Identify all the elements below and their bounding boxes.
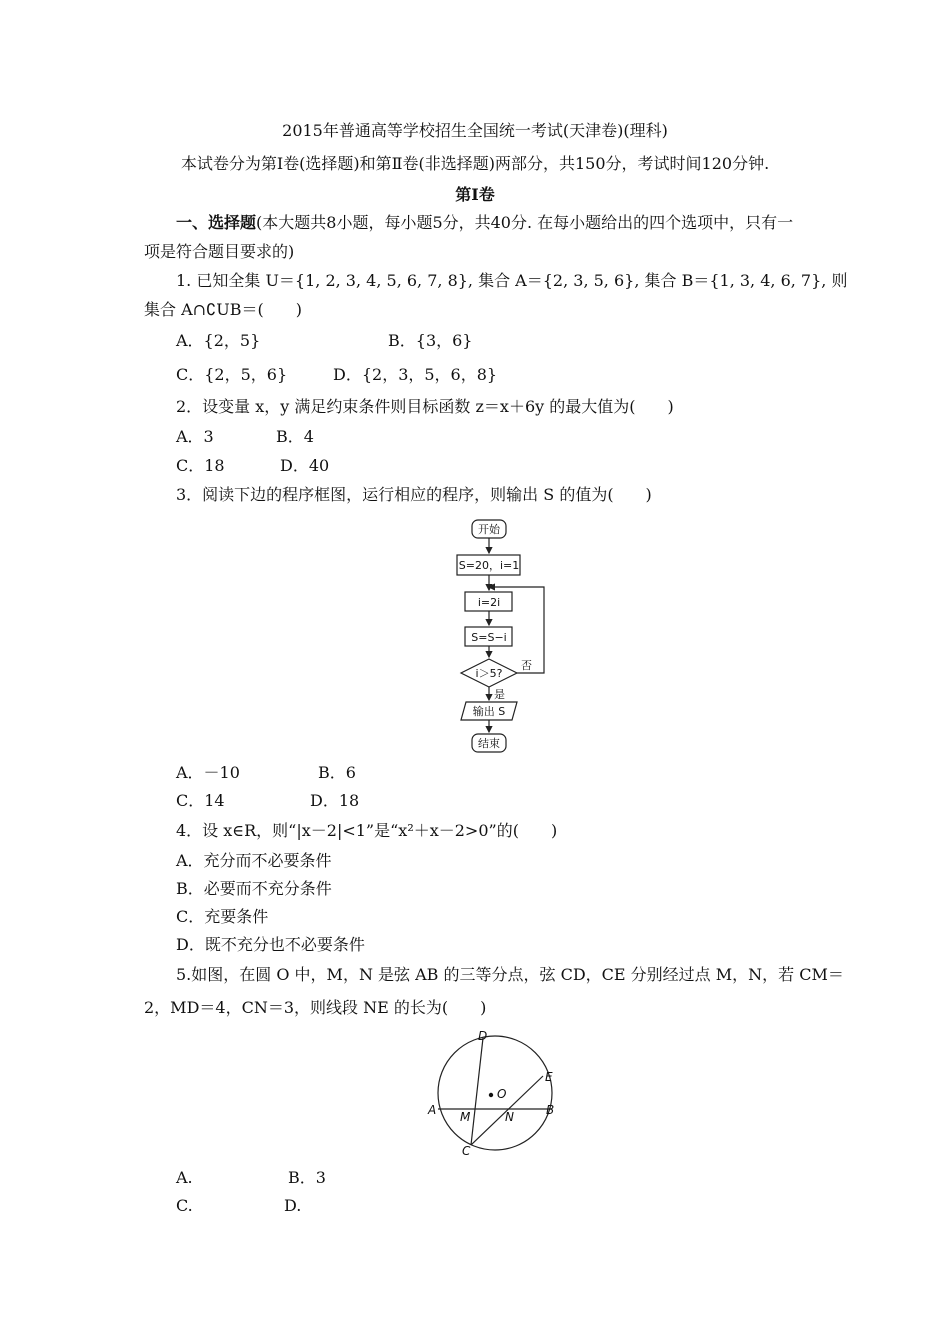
- q5-option-d: D.: [284, 1196, 302, 1215]
- q3-stem: 3．阅读下边的程序框图，运行相应的程序，则输出 S 的值为( ): [176, 485, 652, 504]
- q5-stem-line2: 2，MD＝4，CN＝3，则线段 NE 的长为( ): [144, 998, 487, 1017]
- point-e-label: E: [545, 1070, 553, 1084]
- point-a-label: A: [428, 1103, 437, 1117]
- section-heading: [176, 212, 793, 234]
- circle-o: [438, 1036, 555, 1150]
- flow-start-label: 开始: [478, 523, 500, 536]
- flow-step1-label: i=2i: [477, 596, 501, 609]
- q2-stem: 2．设变量 x，y 满足约束条件则目标函数 z＝x＋6y 的最大值为( ): [176, 397, 674, 416]
- chord-cd: [471, 1038, 483, 1145]
- q4-option-c: C．充要条件: [176, 907, 269, 926]
- q3-option-a: A．－10: [176, 763, 240, 782]
- section-heading-line2: 项是符合题目要求的): [144, 242, 295, 261]
- q4-stem: 4．设 x∈R，则“|x－2|<1”是“x²＋x－2>0”的( ): [176, 821, 558, 840]
- q4-option-b: B．必要而不充分条件: [176, 879, 332, 898]
- point-m-label: M: [460, 1110, 471, 1124]
- flow-step2-label: S=S−i: [471, 631, 507, 644]
- part-title: 第Ⅰ卷: [455, 185, 495, 204]
- flow-no-label: 否: [521, 659, 532, 672]
- section-heading-label: 一、选择题: [176, 213, 257, 232]
- flow-output-label: 输出 S: [472, 705, 506, 718]
- point-c-label: C: [462, 1144, 471, 1158]
- center-dot: [489, 1093, 493, 1097]
- section-heading-text: (本大题共8小题，每小题5分，共40分. 在每小题给出的四个选项中，只有一: [256, 213, 794, 232]
- q4-option-d: D．既不充分也不必要条件: [176, 935, 365, 954]
- q4-option-a: A．充分而不必要条件: [176, 851, 332, 870]
- flow-yes-label: 是: [494, 688, 505, 701]
- q5-stem-line1: 5.如图，在圆 O 中，M，N 是弦 AB 的三等分点，弦 CD，CE 分别经过点 M，N，若 CM＝: [176, 965, 844, 984]
- q5-option-b: B．3: [288, 1168, 326, 1187]
- q2-option-c: C．18: [176, 456, 225, 475]
- q2-option-d: D．40: [280, 456, 330, 475]
- point-n-label: N: [505, 1110, 514, 1124]
- q5-option-a: A.: [176, 1168, 193, 1187]
- point-o-label: O: [497, 1087, 507, 1101]
- q2-option-a: A．3: [176, 427, 214, 446]
- circle-figure: [425, 1030, 560, 1160]
- q3-option-c: C．14: [176, 791, 225, 810]
- q1-option-d: D．{2，3，5，6，8}: [333, 365, 498, 384]
- flow-init-label: S=20，i=1: [458, 559, 520, 572]
- q1-stem-line1: 1. 已知全集 U＝{1, 2, 3, 4, 5, 6, 7, 8}, 集合 A＝{2, 3, 5, 6}, 集合 B＝{1, 3, 4, 6, 7}, 则: [176, 271, 848, 290]
- point-d-label: D: [478, 1030, 488, 1043]
- flow-condition-label: i＞5?: [475, 667, 503, 680]
- q3-option-b: B．6: [318, 763, 356, 782]
- point-b-label: B: [546, 1103, 555, 1117]
- q1-option-b: B．{3，6}: [388, 331, 473, 350]
- q1-option-c: C．{2，5，6}: [176, 365, 288, 384]
- flow-end-label: 结束: [478, 737, 500, 750]
- q1-option-a: A．{2，5}: [176, 331, 261, 350]
- q2-option-b: B．4: [276, 427, 314, 446]
- flowchart-figure: [440, 515, 560, 755]
- exam-intro: 本试卷分为第Ⅰ卷(选择题)和第Ⅱ卷(非选择题)两部分，共150分，考试时间120分钟.: [180, 154, 770, 173]
- q5-option-c: C.: [176, 1196, 193, 1215]
- q3-option-d: D．18: [310, 791, 360, 810]
- q1-stem-line2: 集合 A∩∁UB＝( ): [144, 300, 302, 319]
- exam-title: 2015年普通高等学校招生全国统一考试(天津卷)(理科): [282, 121, 668, 140]
